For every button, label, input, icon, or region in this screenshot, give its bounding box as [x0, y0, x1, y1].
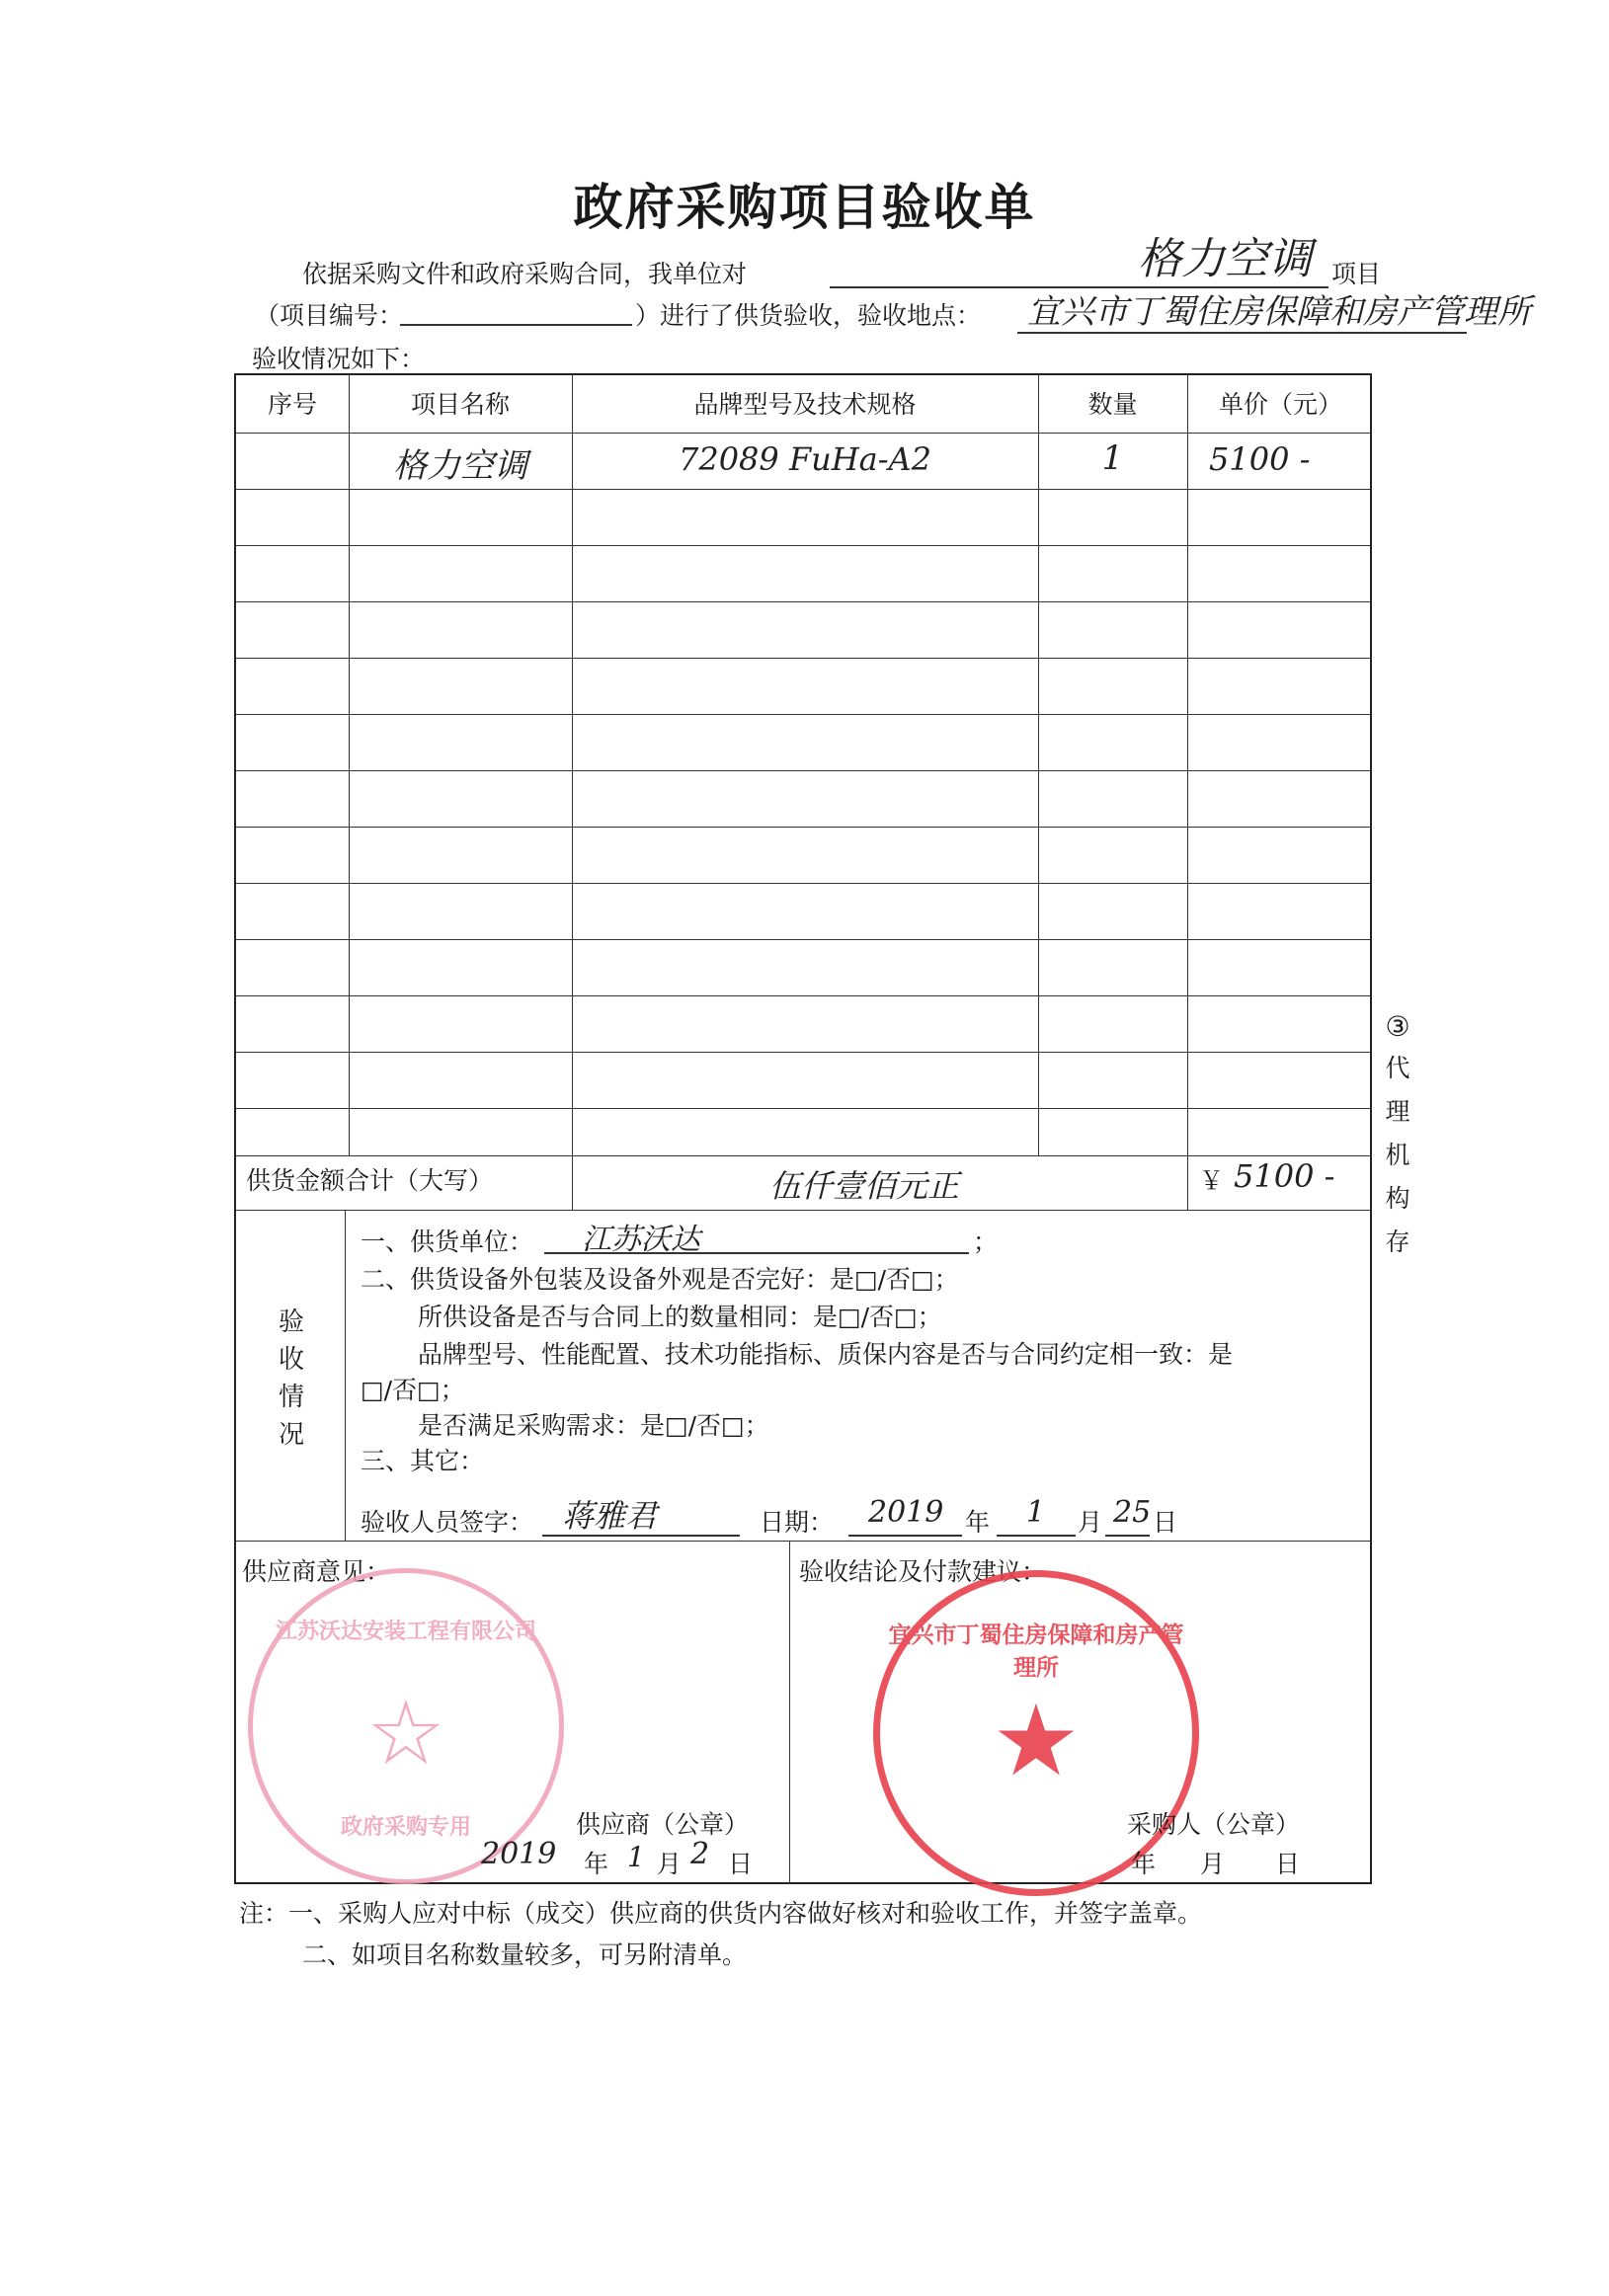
buyer-year-unit: 年 — [1131, 1850, 1157, 1878]
acceptance-side-label: 验 收 情 况 — [278, 1307, 304, 1450]
margin-char: 理 — [1385, 1097, 1410, 1126]
project-no-close: ）进行了供货验收，验收地点： — [635, 301, 982, 330]
supplier-day: 2 — [690, 1837, 710, 1871]
page-title: 政府采购项目验收单 — [573, 179, 1036, 236]
row-divider — [236, 1210, 1370, 1211]
supplier-stamp-text-top: 江苏沃达安装工程有限公司 — [275, 1620, 536, 1644]
date-month: 1 — [1026, 1495, 1046, 1530]
row1-price: 5100 - — [1209, 440, 1311, 478]
buyer-opinion-label: 验收结论及付款建议： — [799, 1557, 1047, 1586]
margin-char: 代 — [1385, 1054, 1410, 1082]
project-no-field[interactable] — [400, 324, 632, 326]
row-divider — [236, 601, 1370, 602]
sign-underline — [542, 1535, 740, 1537]
location-value: 宜兴市丁蜀住房保障和房产管理所 — [1027, 292, 1531, 332]
date-label: 日期： — [760, 1508, 835, 1537]
supplier-label: 一、供货单位： — [361, 1227, 534, 1256]
buyer-seal-caption: 采购人（公章） — [1127, 1810, 1301, 1839]
intro-prefix: 依据采购文件和政府采购合同，我单位对 — [302, 260, 748, 288]
supplier-month-unit: 月 — [657, 1850, 683, 1878]
row-divider — [236, 433, 1370, 434]
q-spec-1: 品牌型号、性能配置、技术功能指标、质保内容是否与合同约定相一致：是 — [418, 1340, 1234, 1369]
intro-suffix: 项目 — [1331, 260, 1382, 288]
row-divider — [236, 658, 1370, 659]
date-year-underline — [848, 1535, 962, 1537]
supplier-year: 2019 — [481, 1837, 557, 1871]
date-month-underline — [997, 1535, 1076, 1537]
star-icon: ★ — [992, 1683, 1081, 1798]
row1-name: 格力空调 — [393, 446, 527, 486]
supplier-day-unit: 日 — [728, 1850, 754, 1878]
buyer-stamp-text: 宜兴市丁蜀住房保障和房产管理所 — [888, 1623, 1184, 1681]
sign-label: 验收人员签字： — [361, 1508, 534, 1537]
sign-value: 蒋雅君 — [562, 1497, 658, 1535]
margin-char: 机 — [1385, 1141, 1410, 1169]
intro-project-name: 格力空调 — [1138, 234, 1312, 284]
col-divider — [345, 1210, 346, 1541]
header-qty: 数量 — [1087, 390, 1138, 419]
row-divider — [236, 883, 1370, 884]
row-divider — [236, 995, 1370, 996]
header-spec: 品牌型号及技术规格 — [693, 390, 917, 419]
row-divider — [236, 939, 1370, 940]
buyer-day-unit: 日 — [1275, 1850, 1301, 1878]
row-divider — [236, 714, 1370, 715]
margin-circle-no: ③ — [1385, 1010, 1410, 1043]
row-divider — [236, 489, 1370, 490]
total-label: 供货金额合计（大写） — [246, 1166, 494, 1195]
q-needs: 是否满足采购需求：是□/否□； — [418, 1411, 769, 1440]
star-icon: ☆ — [365, 1682, 446, 1785]
supplier-value: 江苏沃达 — [582, 1223, 700, 1257]
date-year: 2019 — [868, 1495, 944, 1530]
margin-char: 存 — [1385, 1227, 1410, 1256]
header-price: 单价（元） — [1218, 390, 1342, 419]
supplier-seal-caption: 供应商（公章） — [576, 1810, 750, 1839]
date-day-unit: 日 — [1153, 1508, 1178, 1537]
row-divider — [236, 1108, 1370, 1109]
supplier-end: ； — [973, 1227, 999, 1256]
note-1: 注：一、采购人应对中标（成交）供应商的供货内容做好核对和验收工作，并签字盖章。 — [239, 1899, 1203, 1928]
supplier-month: 1 — [627, 1841, 645, 1873]
row1-spec: 72089 FuHa-A2 — [678, 440, 932, 478]
total-currency: ￥ — [1199, 1166, 1225, 1195]
supplier-stamp-text-bottom: 政府采购专用 — [340, 1815, 471, 1840]
q-quantity: 所供设备是否与合同上的数量相同：是□/否□； — [418, 1303, 942, 1331]
header-no: 序号 — [267, 390, 317, 419]
total-words: 伍仟壹佰元正 — [769, 1167, 960, 1205]
q-spec-2: □/否□； — [361, 1376, 465, 1404]
date-year-unit: 年 — [965, 1508, 991, 1537]
location-underline — [1017, 332, 1467, 334]
q-packaging: 二、供货设备外包装及设备外观是否完好：是□/否□； — [361, 1265, 959, 1294]
supplier-opinion-label: 供应商意见： — [242, 1557, 391, 1586]
situation-label: 验收情况如下： — [252, 345, 426, 373]
supplier-underline — [544, 1252, 969, 1254]
col-divider — [1187, 375, 1188, 1210]
col-divider — [349, 375, 350, 1155]
supplier-year-unit: 年 — [584, 1850, 609, 1878]
row-divider — [236, 827, 1370, 828]
margin-char: 构 — [1385, 1184, 1410, 1213]
row1-qty: 1 — [1101, 438, 1124, 478]
q-other: 三、其它： — [361, 1447, 485, 1475]
row-divider — [236, 770, 1370, 771]
header-name: 项目名称 — [410, 390, 510, 419]
col-divider — [1038, 375, 1039, 1155]
project-no-label: （项目编号： — [255, 301, 404, 330]
date-day-underline — [1105, 1535, 1150, 1537]
date-day: 25 — [1113, 1495, 1152, 1530]
col-divider — [789, 1541, 790, 1884]
col-divider — [572, 375, 573, 1210]
row-divider — [236, 1541, 1370, 1542]
row-divider — [236, 1155, 1370, 1156]
buyer-month-unit: 月 — [1200, 1850, 1226, 1878]
note-2: 二、如项目名称数量较多，可另附清单。 — [302, 1940, 748, 1969]
row-divider — [236, 545, 1370, 546]
total-amount: 5100 - — [1234, 1157, 1335, 1195]
acceptance-table — [234, 373, 1372, 1884]
date-month-unit: 月 — [1078, 1508, 1103, 1537]
row-divider — [236, 1052, 1370, 1053]
